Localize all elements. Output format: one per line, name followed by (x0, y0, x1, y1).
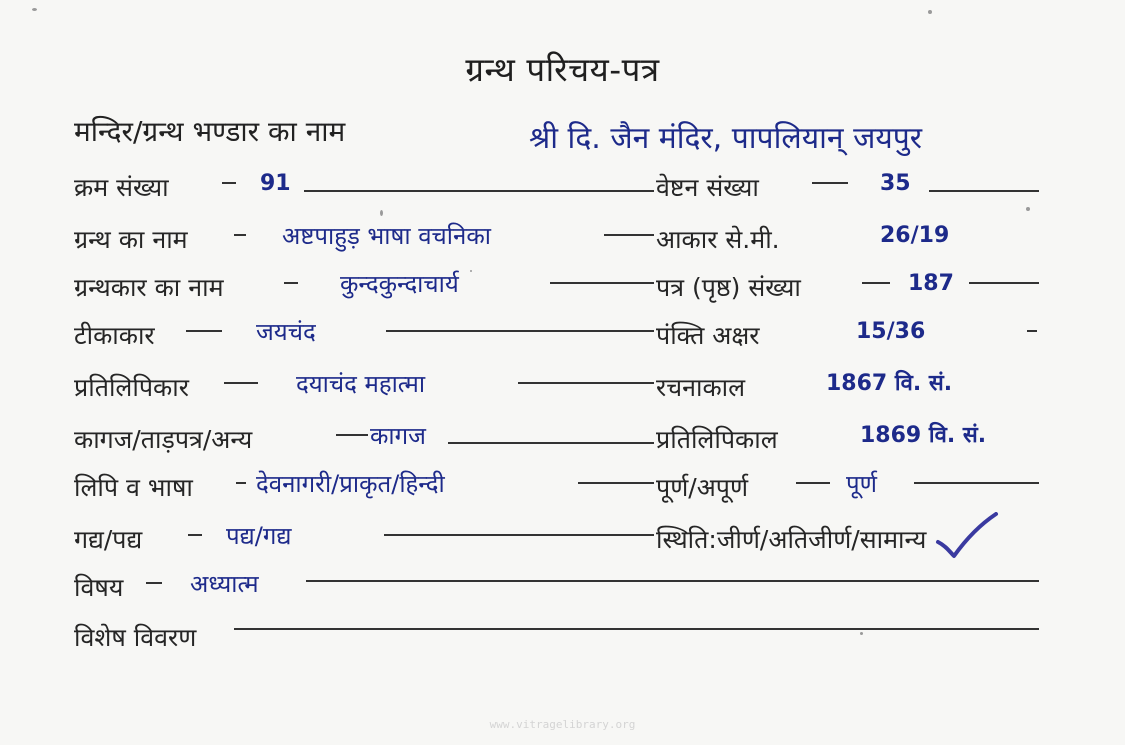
fill-line (222, 182, 236, 184)
form-row-serial (74, 166, 1039, 210)
size-cm-value: 26/19 (880, 223, 950, 248)
fill-line (518, 382, 654, 384)
fill-line (236, 482, 246, 484)
card-title: ग्रन्थ परिचय-पत्र (465, 50, 660, 89)
subject-label: विषय (74, 573, 124, 602)
fill-line (448, 442, 654, 444)
composition-date-label: रचनाकाल (656, 373, 746, 402)
completeness-label: पूर्ण/अपूर्ण (656, 473, 749, 502)
fill-line (186, 330, 222, 332)
form-row-copyist (74, 366, 1039, 410)
wrapper-number-label: वेष्टन संख्या (656, 173, 759, 202)
temple-name-row (74, 112, 1034, 156)
serial-number-value: 91 (260, 171, 291, 196)
fill-line (386, 330, 654, 332)
material-value: कागज (370, 422, 426, 450)
fill-line (284, 282, 298, 284)
form-row-author (74, 266, 1039, 310)
fill-line (234, 628, 1039, 630)
form-row-material (74, 418, 1039, 462)
subject-value: अध्यात्म (190, 570, 259, 598)
fill-line (929, 190, 1039, 192)
condition-label: स्थिति:जीर्ण/अतिजीर्ण/सामान्य (656, 525, 927, 554)
fill-line (796, 482, 830, 484)
form-row-subject (74, 566, 1039, 610)
fill-line (914, 482, 1039, 484)
prose-verse-value: पद्य/गद्य (226, 522, 292, 550)
fill-line (550, 282, 654, 284)
script-language-label: लिपि व भाषा (74, 473, 193, 502)
book-name-value: अष्टपाहुड़ भाषा वचनिका (282, 222, 491, 250)
fill-line (146, 582, 162, 584)
fill-line (384, 534, 654, 536)
fill-line (862, 282, 890, 284)
author-value: कुन्दकुन्दाचार्य (340, 270, 459, 298)
leaf-count-label: पत्र (पृष्ठ) संख्या (656, 273, 801, 302)
fill-line (969, 282, 1039, 284)
prose-verse-label: गद्य/पद्य (74, 525, 143, 554)
fill-line (306, 580, 1039, 582)
special-details-label: विशेष विवरण (74, 623, 197, 652)
leaf-count-value: 187 (908, 271, 954, 296)
form-row-book-name (74, 218, 1039, 262)
lines-letters-value: 15/36 (856, 319, 926, 344)
size-cm-label: आकार से.मी. (656, 225, 780, 254)
fill-line (304, 190, 654, 192)
fill-line (234, 234, 246, 236)
copy-date-label: प्रतिलिपिकाल (656, 425, 778, 454)
paper-speck (928, 10, 932, 14)
fill-line (1027, 330, 1037, 332)
completeness-value: पूर्ण (846, 470, 877, 498)
wrapper-number-value: 35 (880, 171, 911, 196)
copyist-value: दयाचंद महात्मा (296, 370, 426, 398)
form-row-commentator (74, 314, 1039, 358)
lines-letters-label: पंक्ति अक्षर (656, 321, 760, 350)
serial-number-label: क्रम संख्या (74, 173, 169, 202)
script-language-value: देवनागरी/प्राकृत/हिन्दी (256, 470, 445, 498)
fill-line (224, 382, 258, 384)
copy-date-value: 1869 वि. सं. (860, 423, 987, 448)
temple-name-value: श्री दि. जैन मंदिर, पापलियान् जयपुर (529, 121, 923, 156)
temple-name-label: मन्दिर/ग्रन्थ भण्डार का नाम (74, 115, 346, 148)
author-label: ग्रन्थकार का नाम (74, 273, 224, 302)
watermark: www.vitragelibrary.org (489, 718, 636, 731)
fill-line (604, 234, 654, 236)
copyist-label: प्रतिलिपिकार (74, 373, 189, 402)
commentator-value: जयचंद (256, 318, 316, 346)
fill-line (188, 534, 202, 536)
fill-line (812, 182, 848, 184)
form-row-prose-verse (74, 518, 1039, 562)
check-mark-icon (932, 512, 1002, 562)
book-name-label: ग्रन्थ का नाम (74, 225, 188, 254)
form-row-special-details (74, 616, 1039, 660)
material-label: कागज/ताड़पत्र/अन्य (74, 425, 253, 454)
fill-line (336, 434, 368, 436)
paper-speck (32, 8, 37, 11)
fill-line (578, 482, 654, 484)
composition-date-value: 1867 वि. सं. (826, 371, 953, 396)
commentator-label: टीकाकार (74, 321, 155, 350)
form-row-script-language (74, 466, 1039, 510)
